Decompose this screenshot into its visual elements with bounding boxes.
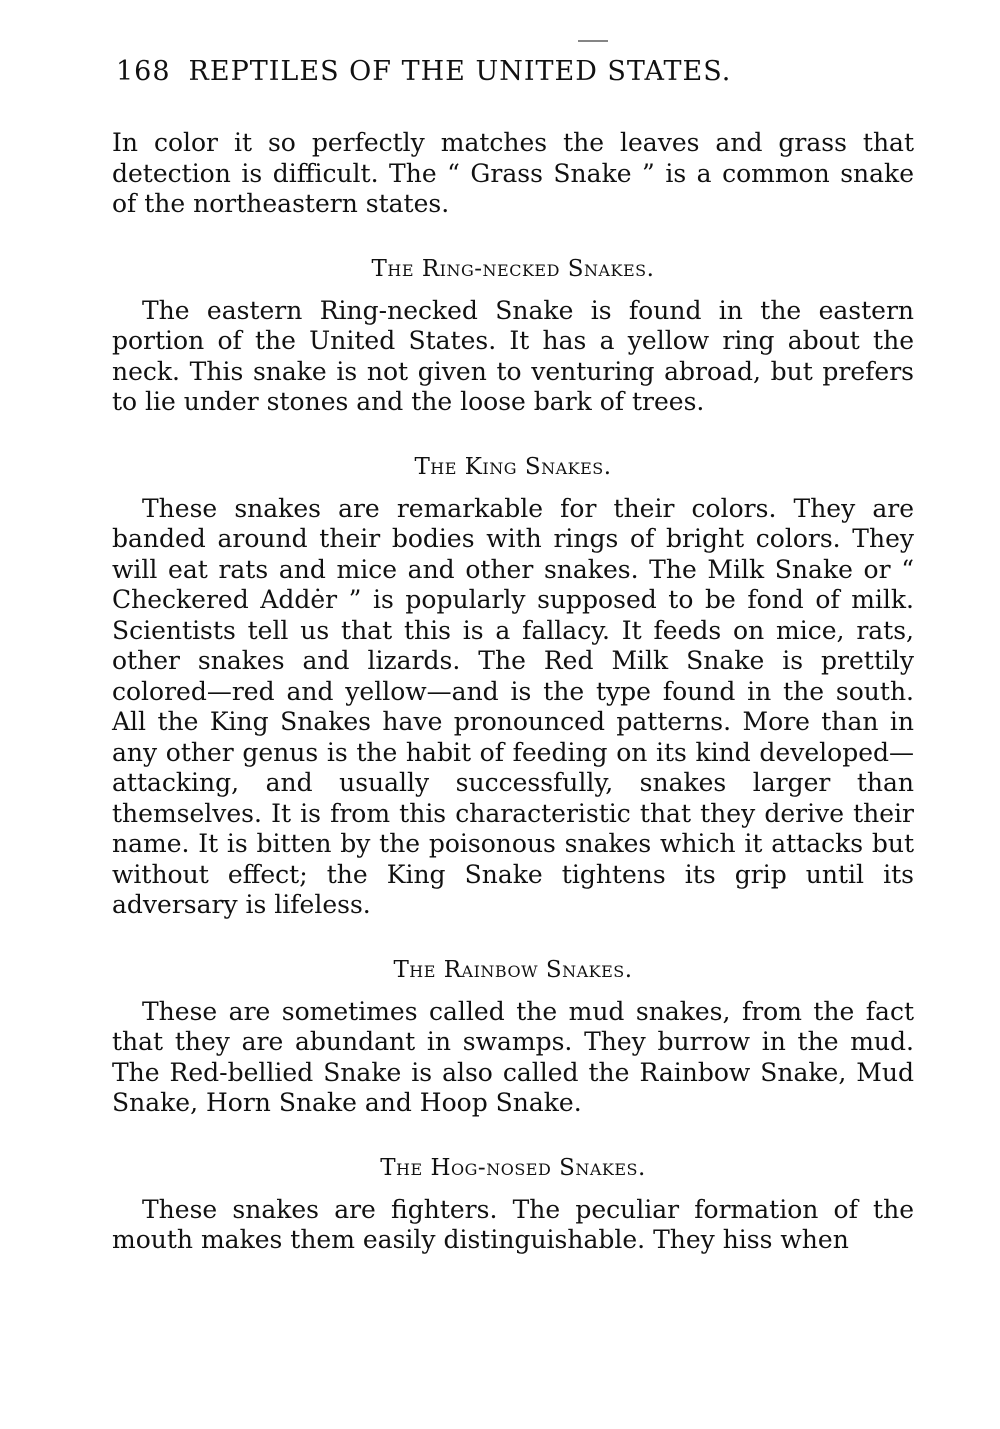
- spacer: [112, 482, 914, 494]
- spacer: [112, 1119, 914, 1153]
- section-body-rainbow: These are sometimes called the mud snakes, from the fact that they are abundant in swamps. They burrow in the mud. The Red-bellied Snake is also called the Rainbow Snake, Mud Snake, Horn Snake and Hoop Snake.: [112, 996, 914, 1117]
- spacer: [112, 921, 914, 955]
- running-title: REPTILES OF THE UNITED STATES.: [188, 56, 732, 87]
- running-head: [116, 56, 836, 87]
- spacer: [112, 1183, 914, 1195]
- spacer: [112, 985, 914, 997]
- body-text: [112, 128, 914, 1256]
- spacer: [112, 220, 914, 254]
- section-heading-rainbow: The Rainbow Snakes.: [393, 956, 633, 983]
- spacer: [112, 284, 914, 296]
- section-heading-ring-necked: The Ring-necked Snakes.: [371, 255, 655, 282]
- section-heading-hog-nosed: The Hog-nosed Snakes.: [380, 1154, 646, 1181]
- section-body-hog-nosed: These snakes are fighters. The peculiar formation of the mouth makes them easily distinguishable. They hiss when: [112, 1194, 914, 1254]
- section-body-king: These snakes are remarkable for their colors. They are banded around their bodies with rings of bright colors. They will eat rats and mice and other snakes. The Milk Snake or “ Checkered Addėr ” is popularly supposed to be fond of milk. Scientists tell us that this is a fallacy. It feeds on mice, rats, other snakes and lizards. The Red Milk Snake is prettily colored—red and yellow—and is the type found in the south. All the King Snakes have pronounced patterns. More than in any other genus is the habit of feeding on its kind developed—attacking, and usually successfully, snakes larger than themselves. It is from this characteristic that they derive their name. It is bitten by the poisonous snakes which it attacks but without effect; the King Snake tightens its grip until its adversary is lifeless.: [112, 493, 914, 919]
- spacer: [112, 418, 914, 452]
- page-number: 168: [116, 56, 171, 87]
- print-speck: [578, 40, 608, 42]
- section-heading-king: The King Snakes.: [414, 453, 612, 480]
- intro-paragraph: In color it so perfectly matches the leaves and grass that detection is difficult. The “ Grass Snake ” is a common snake of the northeastern states.: [112, 128, 914, 218]
- section-body-ring-necked: The eastern Ring-necked Snake is found in the eastern portion of the United States. It has a yellow ring about the neck. This snake is not given to venturing abroad, but prefers to lie under stones and the loose bark of trees.: [112, 295, 914, 416]
